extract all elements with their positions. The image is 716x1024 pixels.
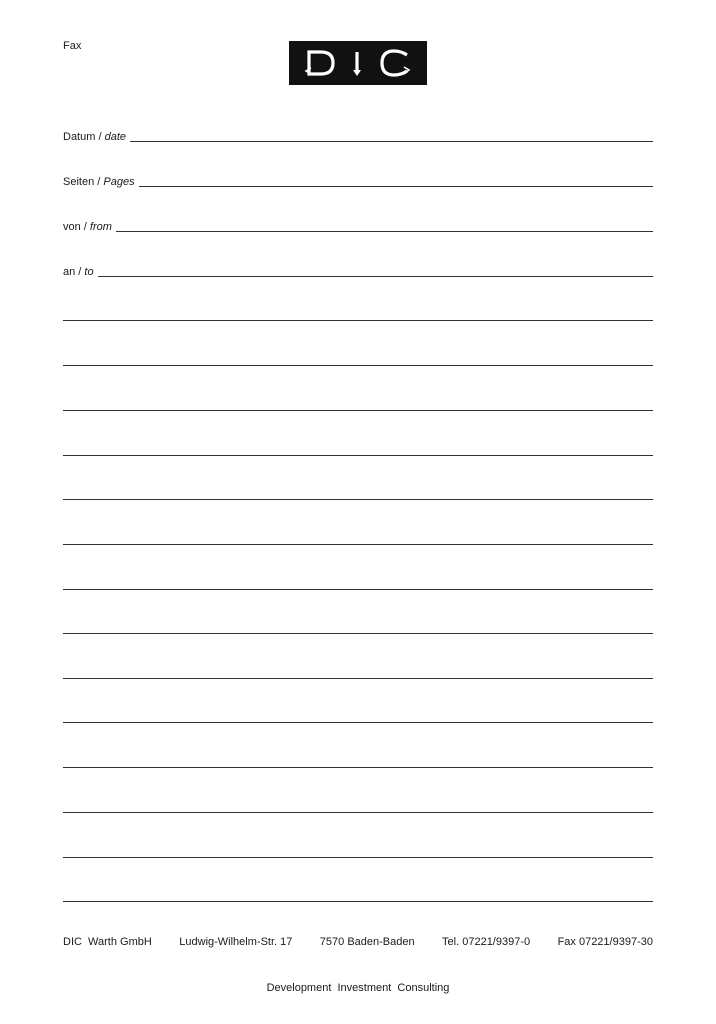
from-label: von / from (63, 221, 112, 233)
to-line[interactable] (98, 276, 653, 277)
writing-line[interactable] (63, 678, 653, 679)
writing-line[interactable] (63, 722, 653, 723)
city: 7570 Baden-Baden (319, 936, 415, 948)
date-field[interactable] (63, 128, 653, 144)
date-label: Datum / date (63, 131, 126, 143)
writing-line[interactable] (63, 410, 653, 411)
writing-line[interactable] (63, 901, 653, 902)
footer-address (63, 936, 653, 948)
writing-line[interactable] (63, 499, 653, 500)
pages-field[interactable] (63, 173, 653, 189)
fax-number: Fax 07221/9397-30 (557, 936, 653, 948)
phone-number: Tel. 07221/9397-0 (442, 936, 531, 948)
tagline: Development Investment Consulting (266, 982, 450, 994)
company-name: DIC Warth GmbH (63, 936, 152, 948)
writing-line[interactable] (63, 633, 653, 634)
writing-line[interactable] (63, 320, 653, 321)
writing-line[interactable] (63, 589, 653, 590)
writing-line[interactable] (63, 365, 653, 366)
writing-line[interactable] (63, 455, 653, 456)
dic-logo (289, 41, 427, 85)
street-address: Ludwig-Wilhelm-Str. 17 (179, 936, 293, 948)
pages-line[interactable] (139, 186, 653, 187)
pages-label: Seiten / Pages (63, 176, 135, 188)
fax-label: Fax (63, 40, 82, 52)
to-label: an / to (63, 266, 94, 278)
writing-line[interactable] (63, 857, 653, 858)
from-line[interactable] (116, 231, 653, 232)
date-line[interactable] (130, 141, 653, 142)
dic-logo-mark (289, 41, 427, 85)
writing-line[interactable] (63, 767, 653, 768)
to-field[interactable] (63, 263, 653, 279)
writing-line[interactable] (63, 812, 653, 813)
writing-line[interactable] (63, 544, 653, 545)
from-field[interactable] (63, 218, 653, 234)
